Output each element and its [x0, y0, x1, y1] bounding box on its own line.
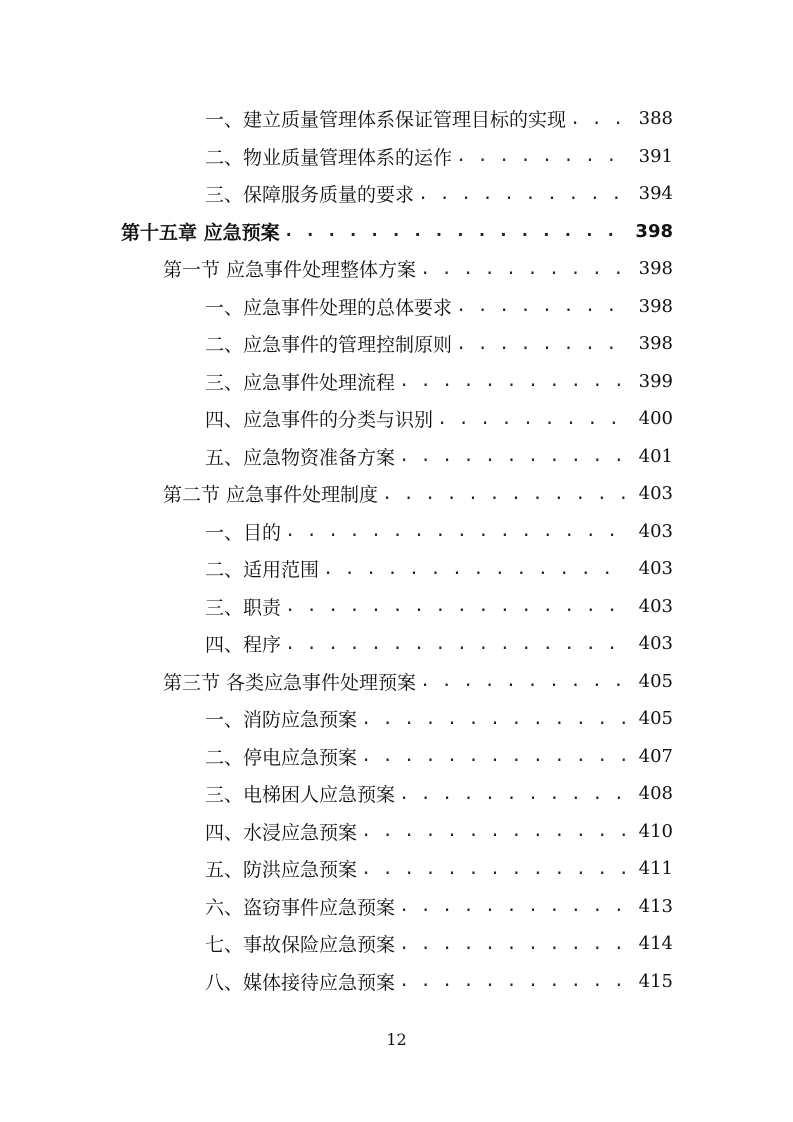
toc-entry-page: 398	[638, 258, 673, 280]
toc-entry-page: 415	[638, 970, 673, 992]
toc-entry-page: 411	[638, 858, 673, 880]
toc-entry[interactable]	[0, 813, 793, 851]
toc-entry-page: 403	[638, 595, 673, 617]
page-number: 12	[386, 1030, 407, 1049]
toc-entry-title: 一、消防应急预案	[205, 705, 361, 732]
toc-dot-leader	[456, 296, 627, 316]
toc-entry-page: 407	[638, 745, 673, 767]
toc-entry-page: 394	[638, 183, 673, 205]
toc-entry-title: 五、应急物资准备方案	[205, 443, 399, 470]
toc-entry-title: 二、物业质量管理体系的运作	[205, 143, 456, 170]
toc-section-entry[interactable]	[0, 663, 793, 701]
toc-dot-leader	[284, 221, 627, 241]
toc-entry[interactable]	[0, 738, 793, 776]
toc-entry[interactable]	[0, 963, 793, 1001]
toc-entry-title: 八、媒体接待应急预案	[205, 968, 399, 995]
toc-entry[interactable]	[0, 438, 793, 476]
toc-chapter-title: 第十五章 应急预案	[121, 218, 284, 245]
toc-entry-title: 四、应急事件的分类与识别	[205, 405, 437, 432]
toc-dot-leader	[382, 484, 627, 504]
toc-entry-title: 二、停电应急预案	[205, 743, 361, 770]
toc-section-title: 第三节 各类应急事件处理预案	[163, 668, 420, 695]
toc-entry-title: 六、盗窃事件应急预案	[205, 893, 399, 920]
toc-entry-page: 410	[638, 820, 673, 842]
toc-dot-leader	[399, 934, 627, 954]
toc-dot-leader	[399, 784, 627, 804]
toc-entry-page: 391	[638, 145, 673, 167]
toc-dot-leader	[399, 896, 627, 916]
toc-entry[interactable]	[0, 775, 793, 813]
toc-dot-leader	[570, 109, 627, 129]
toc-dot-leader	[361, 821, 627, 841]
toc-dot-leader	[399, 971, 627, 991]
toc-entry[interactable]	[0, 400, 793, 438]
toc-entry-title: 一、目的	[205, 518, 285, 545]
toc-section-entry[interactable]	[0, 475, 793, 513]
toc-section-entry[interactable]	[0, 250, 793, 288]
toc-entry-title: 七、事故保险应急预案	[205, 930, 399, 957]
toc-entry-page: 403	[638, 558, 673, 580]
toc-entry-page: 403	[638, 483, 673, 505]
toc-entry-title: 四、程序	[205, 630, 285, 657]
toc-dot-leader	[418, 184, 627, 204]
toc-section-title: 第一节 应急事件处理整体方案	[163, 255, 420, 282]
toc-entry[interactable]	[0, 700, 793, 738]
toc-entry-title: 三、保障服务质量的要求	[205, 180, 418, 207]
toc-entry[interactable]	[0, 588, 793, 626]
toc-dot-leader	[399, 371, 627, 391]
toc-entry[interactable]	[0, 925, 793, 963]
toc-entry-title: 一、应急事件处理的总体要求	[205, 293, 456, 320]
toc-entry[interactable]	[0, 625, 793, 663]
toc-entry-title: 四、水浸应急预案	[205, 818, 361, 845]
toc-entry-title: 三、应急事件处理流程	[205, 368, 399, 395]
toc-entry-page: 403	[638, 633, 673, 655]
toc-entry-page: 408	[638, 783, 673, 805]
toc-entry[interactable]	[0, 513, 793, 551]
toc-entry-page: 405	[638, 708, 673, 730]
toc-entry-page: 400	[638, 408, 673, 430]
toc-entry-page: 414	[638, 933, 673, 955]
toc-dot-leader	[285, 596, 627, 616]
toc-dot-leader	[361, 709, 627, 729]
toc-entry[interactable]	[0, 363, 793, 401]
toc-entry[interactable]	[0, 288, 793, 326]
toc-entry[interactable]	[0, 888, 793, 926]
toc-entry-page: 403	[638, 520, 673, 542]
toc-dot-leader	[437, 409, 627, 429]
toc-entry-title: 二、应急事件的管理控制原则	[205, 330, 456, 357]
toc-entry-page: 399	[638, 370, 673, 392]
toc-entry-page: 388	[638, 108, 673, 130]
toc-entry[interactable]	[0, 850, 793, 888]
toc-dot-leader	[285, 521, 627, 541]
toc-entry[interactable]	[0, 138, 793, 176]
toc-entry[interactable]	[0, 100, 793, 138]
toc-entry-page: 405	[638, 670, 673, 692]
toc-section-title: 第二节 应急事件处理制度	[163, 480, 382, 507]
toc-dot-leader	[323, 559, 627, 579]
toc-dot-leader	[420, 671, 627, 691]
toc-dot-leader	[361, 859, 627, 879]
toc-entry-title: 五、防洪应急预案	[205, 855, 361, 882]
toc-entry-title: 一、建立质量管理体系保证管理目标的实现	[205, 105, 570, 132]
toc-dot-leader	[399, 446, 627, 466]
toc-dot-leader	[456, 146, 627, 166]
toc-entry-page: 398	[638, 333, 673, 355]
toc-entry-page: 398	[635, 220, 673, 242]
toc-dot-leader	[285, 634, 627, 654]
toc-entry-title: 三、职责	[205, 593, 285, 620]
toc-entry-page: 398	[638, 295, 673, 317]
toc-chapter-entry[interactable]	[0, 213, 793, 251]
toc-entry-page: 401	[638, 445, 673, 467]
table-of-contents	[0, 100, 793, 1000]
toc-entry[interactable]	[0, 550, 793, 588]
toc-entry[interactable]	[0, 325, 793, 363]
toc-entry-title: 三、电梯困人应急预案	[205, 780, 399, 807]
toc-dot-leader	[420, 259, 627, 279]
toc-entry[interactable]	[0, 175, 793, 213]
toc-dot-leader	[361, 746, 627, 766]
toc-entry-title: 二、适用范围	[205, 555, 323, 582]
toc-entry-page: 413	[638, 895, 673, 917]
toc-dot-leader	[456, 334, 627, 354]
